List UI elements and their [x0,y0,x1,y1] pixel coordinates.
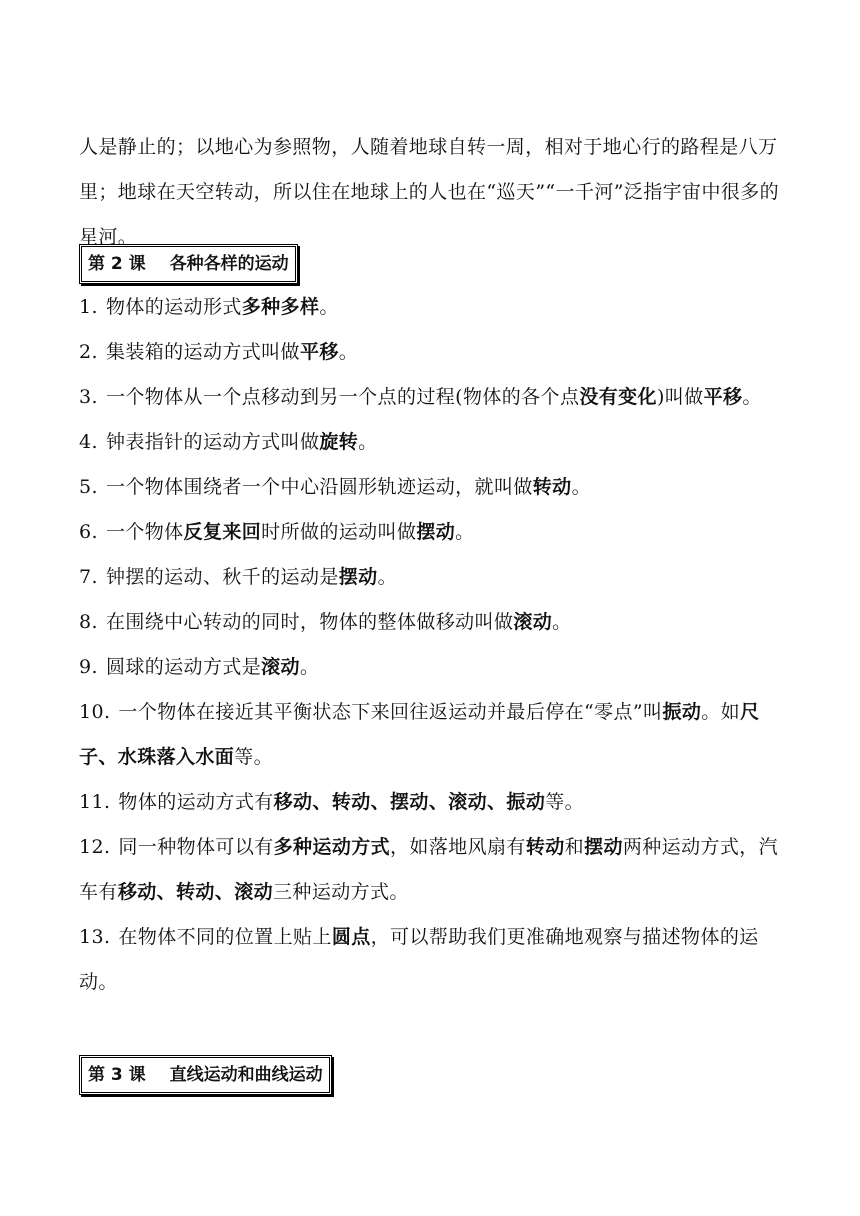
bold-keyword: 转动 [532,476,572,498]
item-number: 10. [79,701,111,723]
bold-keyword: 移动、转动、摆动、滚动、振动 [273,791,546,813]
item-text: 。 [338,341,359,363]
bold-keyword: 圆点 [331,926,371,948]
list-item [79,465,783,510]
item-text: 一个物体 [105,521,184,543]
bold-keyword: 摆动 [584,836,623,858]
item-text: 。 [742,386,762,408]
bold-keyword: 滚动 [513,611,553,633]
item-text: 在物体不同的位置上贴上 [118,926,332,948]
item-text: 在围绕中心转动的同时，物体的整体做移动叫做 [105,611,514,633]
bold-keyword: 滚动 [261,656,300,678]
item-text: ，可以帮助我们更准确地观察与描述物体的运动。 [79,926,759,993]
item-text: 时所做的运动叫做 [261,521,417,543]
item-number: 11. [79,791,111,813]
item-text: 物体的运动形式 [105,296,242,318]
bold-keyword: 平移 [703,386,743,408]
list-item [79,330,783,375]
list-item [79,690,783,780]
item-text: 。如 [701,701,741,723]
item-text: )叫做 [656,386,704,408]
list-item [79,510,783,555]
bold-keyword: 旋转 [319,431,359,453]
item-text: 等。 [545,791,585,813]
bold-keyword: 反复来回 [183,521,262,543]
bold-keyword: 尺子、水珠落入水面 [79,701,760,768]
lesson-2-items [79,285,783,1005]
lesson-3-title: 直线运动和曲线运动 [169,1065,323,1085]
item-number: 6. [79,521,98,543]
item-number: 9. [79,656,98,678]
list-item [79,780,783,825]
lesson-3-heading [79,1055,332,1095]
item-text: 等。 [234,746,274,768]
bold-keyword: 移动、转动、滚动 [117,881,274,903]
item-text: 。 [358,431,378,453]
item-text: 。 [455,521,475,543]
item-number: 7. [79,566,98,588]
item-number: 12. [79,836,111,858]
item-text: 。 [319,296,339,318]
item-number: 8. [79,611,98,633]
item-text: 物体的运动方式有 [118,791,274,813]
item-text: 集装箱的运动方式叫做 [105,341,300,363]
item-text: 。 [377,566,397,588]
bold-keyword: 振动 [662,701,702,723]
item-number: 5. [79,476,98,498]
lesson-2-number: 第 2 课 [88,254,146,274]
item-text: ，如落地风扇有 [390,836,526,858]
list-item [79,600,783,645]
item-text: 一个物体从一个点移动到另一个点的过程(物体的各个点 [105,386,580,408]
bold-keyword: 多种运动方式 [273,836,391,858]
item-text: 三种运动方式。 [273,881,409,903]
bold-keyword: 转动 [525,836,565,858]
item-number: 1. [79,296,98,318]
bold-keyword: 平移 [299,341,339,363]
item-text: 。 [552,611,572,633]
lesson-2-heading [79,244,298,284]
bold-keyword: 摆动 [338,566,378,588]
item-text: 钟摆的运动、秋千的运动是 [105,566,339,588]
bold-keyword: 多种多样 [241,296,320,318]
bold-keyword: 摆动 [416,521,456,543]
item-number: 2. [79,341,98,363]
item-text: 。 [571,476,591,498]
list-item [79,420,783,465]
item-text: 和 [564,836,585,858]
lesson-2-title: 各种各样的运动 [169,254,289,274]
item-text: 一个物体围绕者一个中心沿圆形轨迹运动，就叫做 [105,476,533,498]
list-item [79,555,783,600]
item-number: 13. [79,926,111,948]
list-item [79,825,783,915]
lesson-3-number: 第 3 课 [88,1065,146,1085]
item-text: 同一种物体可以有 [118,836,274,858]
list-item [79,285,783,330]
list-item [79,915,783,1005]
item-text: 一个物体在接近其平衡状态下来回往返运动并最后停在“零点”叫 [118,701,663,723]
item-text: 。 [299,656,320,678]
item-text: 钟表指针的运动方式叫做 [105,431,320,453]
item-number: 3. [79,386,98,408]
item-text: 两种运动方式，汽车有 [79,836,779,903]
list-item [79,645,783,690]
bold-keyword: 没有变化 [579,386,657,408]
item-text: 圆球的运动方式是 [105,656,262,678]
intro-paragraph: 人是静止的；以地心为参照物，人随着地球自转一周，相对于地心行的路程是八万里；地球在天空转动，所以住在地球上的人也在“巡天”“一千河”泛指宇宙中很多的星河。 [79,136,780,248]
item-number: 4. [79,431,98,453]
list-item [79,375,783,420]
